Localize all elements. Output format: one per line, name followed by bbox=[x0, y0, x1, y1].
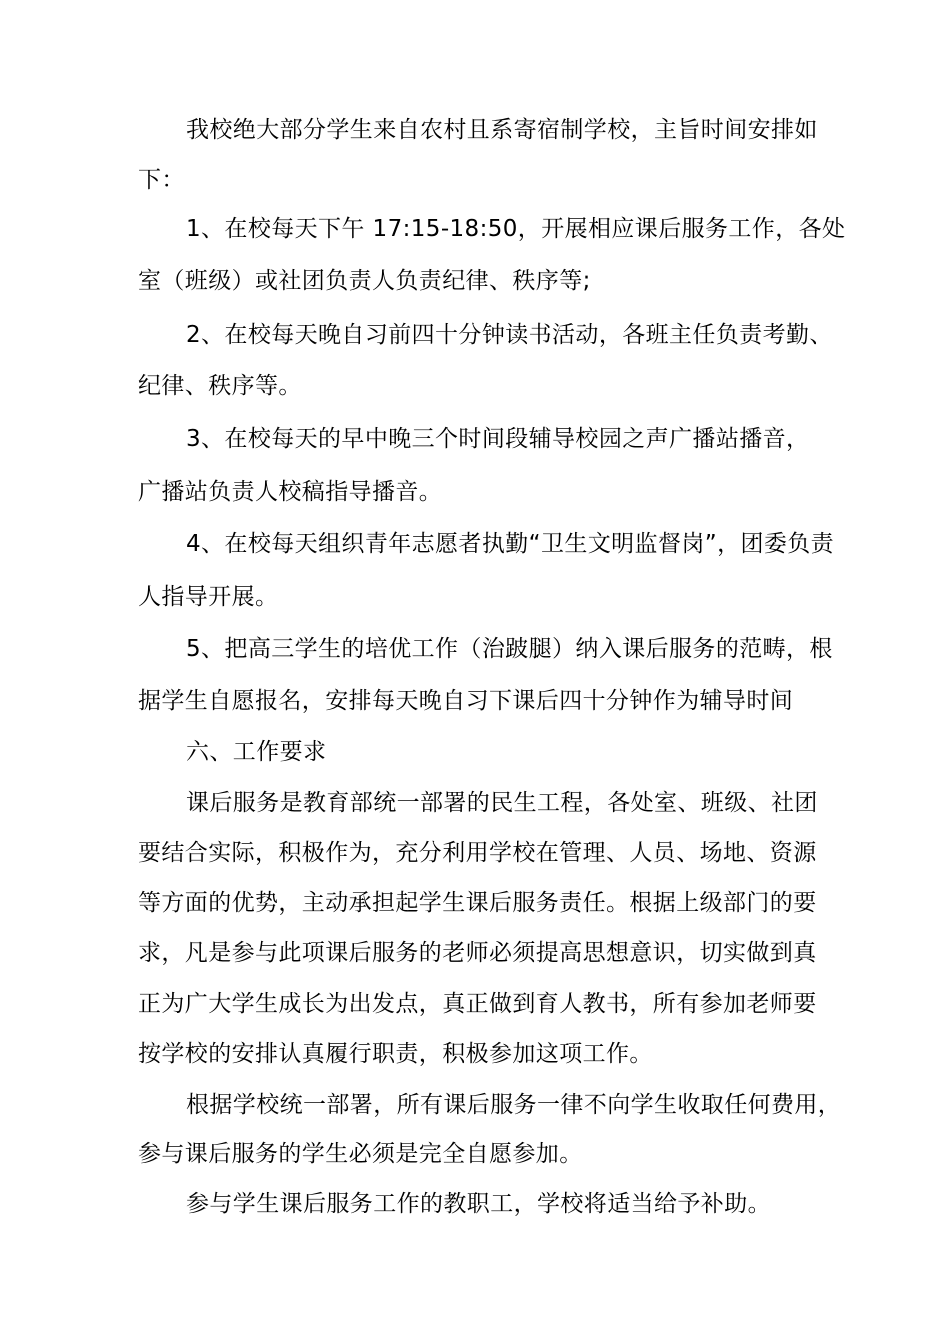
text-line: 广播站负责人校稿指导播音。 bbox=[138, 479, 443, 505]
text-line: 我校绝大部分学生来自农村且系寄宿制学校，主旨时间安排如 bbox=[186, 117, 818, 143]
text-line: 人指导开展。 bbox=[138, 584, 279, 610]
text-line: 据学生自愿报名，安排每天晚自习下课后四十分钟作为辅导时间 bbox=[138, 688, 794, 714]
text-line: 参与学生课后服务工作的教职工，学校将适当给予补助。 bbox=[186, 1191, 771, 1217]
text-line: 课后服务是教育部统一部署的民生工程，各处室、班级、社团 bbox=[186, 790, 818, 816]
text-line: 根据学校统一部署，所有课后服务一律不向学生收取任何费用， bbox=[186, 1092, 842, 1118]
text-line: 下： bbox=[138, 167, 185, 193]
text-line: 参与课后服务的学生必须是完全自愿参加。 bbox=[138, 1141, 583, 1167]
text-line: 1、在校每天下午 17:15-18:50，开展相应课后服务工作，各处 bbox=[186, 216, 846, 242]
text-line: 正为广大学生成长为出发点，真正做到育人教书，所有参加老师要 bbox=[138, 991, 817, 1017]
text-line: 纪律、秩序等。 bbox=[138, 373, 302, 399]
text-line: 求，凡是参与此项课后服务的老师必须提高思想意识，切实做到真 bbox=[138, 940, 817, 966]
text-line: 等方面的优势，主动承担起学生课后服务责任。根据上级部门的要 bbox=[138, 890, 817, 916]
text-line: 3、在校每天的早中晚三个时间段辅导校园之声广播站播音， bbox=[186, 426, 810, 452]
section-heading: 六、工作要求 bbox=[186, 739, 327, 765]
text-line: 要结合实际，积极作为，充分利用学校在管理、人员、场地、资源 bbox=[138, 840, 817, 866]
text-line: 5、把高三学生的培优工作（治跛腿）纳入课后服务的范畴，根 bbox=[186, 636, 833, 662]
text-line: 按学校的安排认真履行职责，积极参加这项工作。 bbox=[138, 1041, 653, 1067]
text-line: 室（班级）或社团负责人负责纪律、秩序等; bbox=[138, 268, 591, 294]
text-line: 2、在校每天晚自习前四十分钟读书活动，各班主任负责考勤、 bbox=[186, 322, 833, 348]
text-line: 4、在校每天组织青年志愿者执勤“卫生文明监督岗”，团委负责 bbox=[186, 531, 835, 557]
